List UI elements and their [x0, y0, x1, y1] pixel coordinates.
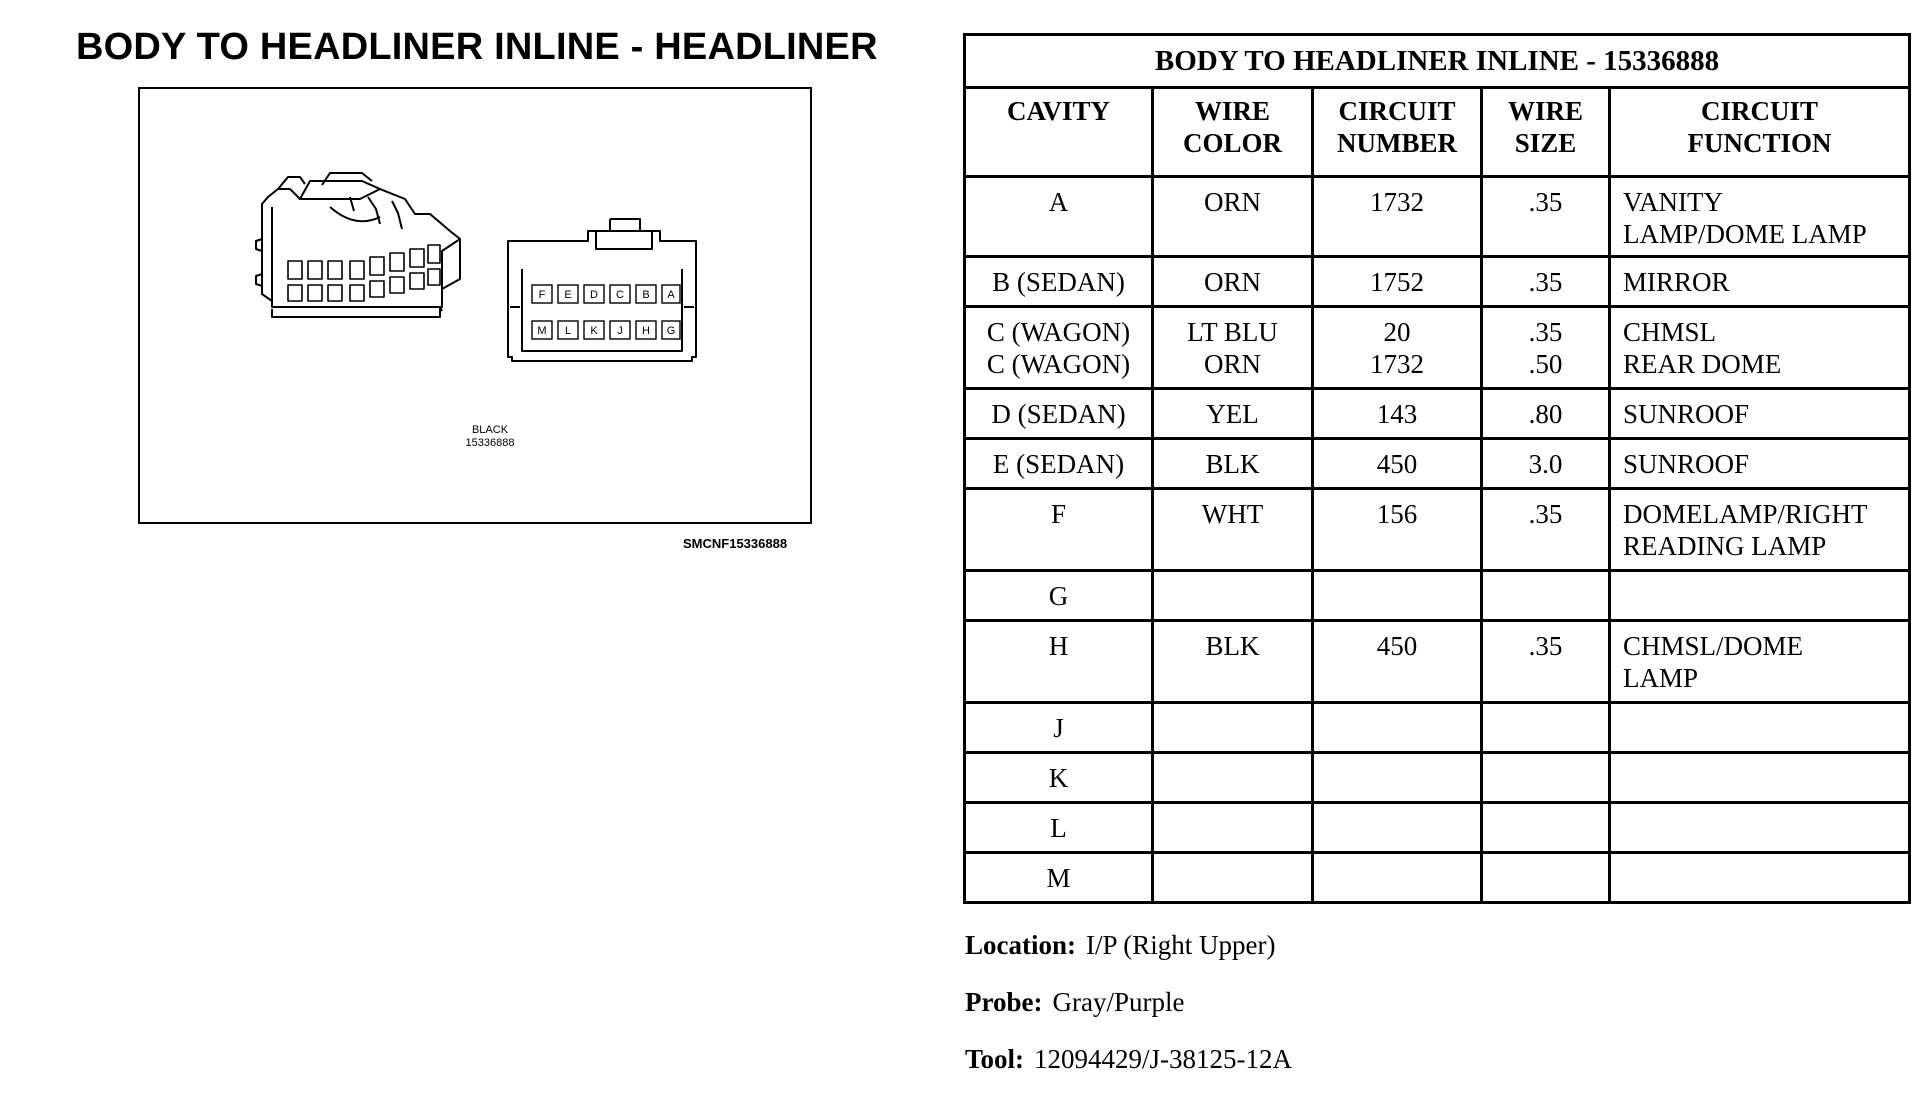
cell-cavity [965, 703, 1153, 753]
connector-part-number: 15336888 [465, 437, 515, 449]
cell-wire-size [1482, 307, 1610, 389]
probe-label: Probe: [965, 987, 1043, 1017]
cell-wire-color-text: ORN [1203, 349, 1261, 379]
probe-note [965, 987, 1292, 1044]
cell-wire-color [1153, 489, 1313, 571]
cell-cavity-text: M [1046, 863, 1071, 893]
cell-circuit-number-text: 20 [1383, 317, 1411, 347]
cell-cavity [965, 257, 1153, 307]
cell-cavity [965, 177, 1153, 257]
cavity-label-a: A [667, 289, 675, 301]
tool-note [965, 1044, 1292, 1101]
cell-wire-color-text: YEL [1206, 399, 1259, 429]
cell-circuit-number [1313, 177, 1482, 257]
cell-wire-size-text: .35 [1528, 499, 1563, 529]
cell-cavity [965, 621, 1153, 703]
cavity-label-j: J [617, 325, 623, 337]
table-row [965, 571, 1910, 621]
cell-cavity-text: D (SEDAN) [991, 399, 1126, 429]
cell-circuit-function [1610, 753, 1910, 803]
cell-circuit-function-text: REAR DOME [1623, 349, 1782, 379]
cell-wire-size [1482, 439, 1610, 489]
cell-circuit-function [1610, 389, 1910, 439]
connector-color: BLACK [471, 424, 509, 436]
cell-circuit-function-text: CHMSL [1623, 317, 1717, 347]
cavity-label-b: B [642, 289, 650, 301]
connector-caption [320, 424, 660, 450]
cell-circuit-function [1610, 489, 1910, 571]
table-row [965, 853, 1910, 903]
cell-circuit-number [1313, 803, 1482, 853]
table-title: BODY TO HEADLINER INLINE - 15336888 [965, 35, 1910, 88]
cell-circuit-number-text: 143 [1376, 399, 1418, 429]
cell-cavity-text: H [1048, 631, 1069, 661]
cell-circuit-function-text: DOMELAMP/RIGHT [1623, 499, 1868, 529]
location-label: Location: [965, 930, 1076, 960]
table-row [965, 389, 1910, 439]
cell-circuit-function [1610, 803, 1910, 853]
cell-wire-color-text: ORN [1203, 267, 1261, 297]
cavity-label-c: C [616, 289, 624, 301]
cell-circuit-number [1313, 753, 1482, 803]
cell-circuit-number [1313, 703, 1482, 753]
cell-wire-color [1153, 703, 1313, 753]
cell-cavity [965, 803, 1153, 853]
cell-circuit-function [1610, 571, 1910, 621]
cell-circuit-number [1313, 307, 1482, 389]
cell-cavity-text: E (SEDAN) [992, 449, 1125, 479]
cell-circuit-function-text: CHMSL/DOME [1623, 631, 1804, 661]
page-title: BODY TO HEADLINER INLINE - HEADLINER [76, 26, 878, 68]
cavity-label-e: E [564, 289, 572, 301]
cell-wire-color-text: BLK [1205, 449, 1260, 479]
cell-circuit-number-text: 1732 [1370, 349, 1424, 379]
cell-cavity [965, 439, 1153, 489]
cell-circuit-number [1313, 489, 1482, 571]
cell-circuit-function-text: VANITY [1623, 187, 1723, 217]
table-row [965, 753, 1910, 803]
cavity-label-f: F [538, 289, 546, 301]
cell-wire-color [1153, 853, 1313, 903]
cell-wire-color-text: ORN [1203, 187, 1261, 217]
table-row [965, 177, 1910, 257]
cell-wire-size-text: 3.0 [1528, 449, 1563, 479]
header-wire-size: WIRE SIZE [1482, 88, 1610, 177]
cell-cavity-text: G [1048, 581, 1069, 611]
cell-wire-size [1482, 621, 1610, 703]
cell-wire-size-text: .35 [1528, 267, 1563, 297]
cell-wire-color [1153, 753, 1313, 803]
cell-circuit-number [1313, 257, 1482, 307]
cell-circuit-function-text: SUNROOF [1623, 399, 1750, 429]
cell-circuit-number [1313, 853, 1482, 903]
connector-notes [965, 930, 1292, 1101]
cell-circuit-function [1610, 703, 1910, 753]
cell-cavity-text: J [1053, 713, 1064, 743]
header-circuit-function: CIRCUIT FUNCTION [1610, 88, 1910, 177]
cavity-label-g: G [666, 325, 676, 337]
cell-circuit-number [1313, 571, 1482, 621]
cavity-label-l: L [564, 325, 572, 337]
cell-wire-color [1153, 257, 1313, 307]
tool-value: 12094429/J-38125-12A [1034, 1044, 1293, 1074]
cavity-label-h: H [642, 325, 650, 337]
header-cavity: CAVITY [965, 88, 1153, 177]
cell-wire-color [1153, 439, 1313, 489]
table-row [965, 257, 1910, 307]
cell-circuit-function-text: SUNROOF [1623, 449, 1750, 479]
cell-circuit-function [1610, 177, 1910, 257]
cell-circuit-function [1610, 853, 1910, 903]
cell-wire-size-text: .35 [1528, 317, 1563, 347]
probe-value: Gray/Purple [1052, 987, 1185, 1017]
cell-wire-size [1482, 257, 1610, 307]
pinout-table [963, 33, 1911, 904]
table-row [965, 703, 1910, 753]
cell-circuit-number [1313, 389, 1482, 439]
cell-cavity-text: C (WAGON) [986, 317, 1131, 347]
cell-wire-size [1482, 803, 1610, 853]
location-note [965, 930, 1292, 987]
cavity-label-m: M [537, 325, 547, 337]
cell-cavity-text: B (SEDAN) [992, 267, 1125, 297]
table-row [965, 621, 1910, 703]
connector-drawing [138, 87, 812, 524]
cavity-label-k: K [590, 325, 598, 337]
tool-label: Tool: [965, 1044, 1025, 1074]
cell-circuit-number-text: 450 [1376, 631, 1418, 661]
cavity-label-d: D [590, 289, 598, 301]
cell-wire-color [1153, 177, 1313, 257]
cell-wire-size [1482, 489, 1610, 571]
header-circuit-number: CIRCUIT NUMBER [1313, 88, 1482, 177]
table-row [965, 803, 1910, 853]
cell-circuit-function [1610, 621, 1910, 703]
table-row [965, 307, 1910, 389]
cell-circuit-function-text: READING LAMP [1623, 531, 1827, 561]
cell-wire-color-text: WHT [1201, 499, 1264, 529]
cell-wire-size-text: .35 [1528, 631, 1563, 661]
cell-wire-size-text: .35 [1528, 187, 1563, 217]
cell-wire-color-text: LT BLU [1187, 317, 1278, 347]
drawing-reference: SMCNF15336888 [683, 536, 788, 551]
cell-wire-size [1482, 177, 1610, 257]
cell-circuit-function [1610, 439, 1910, 489]
cell-cavity-text: K [1048, 763, 1069, 793]
cell-cavity-text: C (WAGON) [986, 349, 1131, 379]
cell-circuit-function-text: LAMP [1623, 663, 1699, 693]
cell-circuit-function [1610, 307, 1910, 389]
cell-cavity-text: L [1050, 813, 1067, 843]
cell-circuit-function-text: LAMP/DOME LAMP [1623, 219, 1867, 249]
cell-circuit-function [1610, 257, 1910, 307]
cell-circuit-number-text: 1752 [1370, 267, 1424, 297]
cell-wire-size-text: .50 [1528, 349, 1563, 379]
header-wire-color: WIRE COLOR [1153, 88, 1313, 177]
cell-cavity [965, 853, 1153, 903]
connector-illustration [140, 89, 810, 522]
cell-wire-color [1153, 307, 1313, 389]
cell-circuit-number-text: 450 [1376, 449, 1418, 479]
cell-circuit-number-text: 1732 [1370, 187, 1424, 217]
cell-wire-size [1482, 703, 1610, 753]
cell-wire-size-text: .80 [1528, 399, 1563, 429]
cell-circuit-number-text: 156 [1376, 499, 1418, 529]
cell-wire-color [1153, 621, 1313, 703]
cell-wire-size [1482, 389, 1610, 439]
cell-circuit-number [1313, 439, 1482, 489]
cell-cavity [965, 307, 1153, 389]
table-row [965, 489, 1910, 571]
cell-cavity-text: A [1048, 187, 1069, 217]
location-value: I/P (Right Upper) [1086, 930, 1276, 960]
cell-wire-size [1482, 753, 1610, 803]
cell-cavity [965, 389, 1153, 439]
cell-wire-color [1153, 571, 1313, 621]
cell-circuit-number [1313, 621, 1482, 703]
cell-cavity [965, 489, 1153, 571]
cell-wire-color [1153, 803, 1313, 853]
cell-circuit-function-text: MIRROR [1623, 267, 1730, 297]
cell-cavity [965, 753, 1153, 803]
table-row [965, 439, 1910, 489]
cell-cavity-text: F [1050, 499, 1067, 529]
cell-wire-size [1482, 853, 1610, 903]
cell-cavity [965, 571, 1153, 621]
cell-wire-color-text: BLK [1205, 631, 1260, 661]
cell-wire-color [1153, 389, 1313, 439]
cell-wire-size [1482, 571, 1610, 621]
